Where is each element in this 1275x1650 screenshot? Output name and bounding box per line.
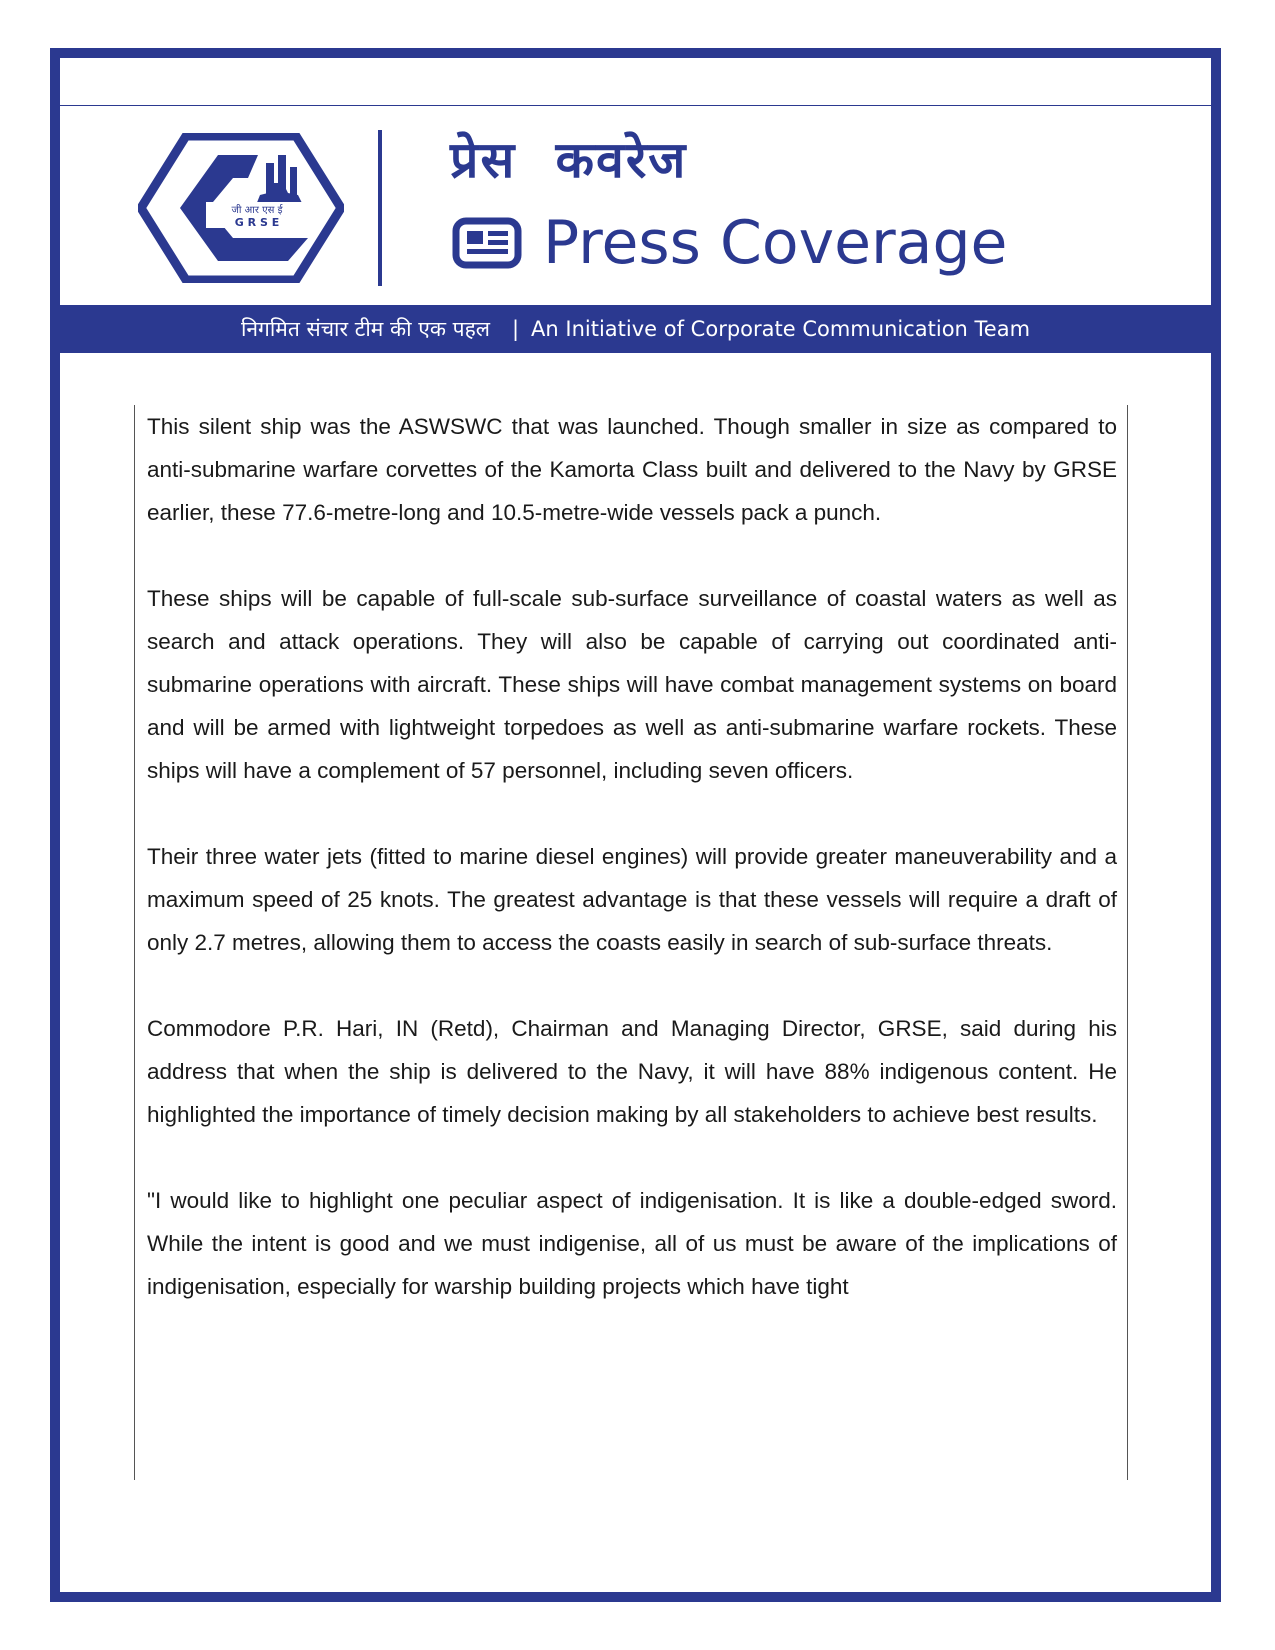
banner-separator: | [511, 317, 520, 341]
press-coverage-title: Press Coverage [543, 208, 1008, 278]
initiative-banner [58, 305, 1213, 353]
logo-hindi-text: जी आर एस ई [231, 205, 283, 216]
logo-latin-text: G R S E [234, 216, 280, 229]
header-divider [378, 130, 382, 286]
article-paragraph: "I would like to highlight one peculiar aspect of indigenisation. It is like a double-edged sword. While the intent is good and we must indigenise, all of us must be aware of the implications of indigenisation, especially for warship building projects which have tight [147, 1188, 1117, 1299]
article-paragraph: Their three water jets (fitted to marine diesel engines) will provide greater maneuverability and a maximum speed of 25 knots. The greatest advantage is that these vessels will require a draft of only 2.7 metres, allowing them to access the coasts easily in search of sub-surface threats. [147, 844, 1117, 955]
article-paragraph: These ships will be capable of full-scale sub-surface surveillance of coastal waters as well as search and attack operations. They will also be capable of carrying out coordinated anti-submarine operations with aircraft. These ships will have combat management systems on board and will be armed with lightweight torpedoes as well as anti-submarine warfare rockets. These ships will have a complement of 57 personnel, including seven officers. [147, 586, 1117, 783]
banner-english-text: An Initiative of Corporate Communication Team [531, 317, 1031, 341]
article-column [134, 405, 1128, 1480]
grse-logo [138, 133, 344, 283]
hindi-title: प्रेस कवरेज [450, 131, 688, 189]
article-paragraph: This silent ship was the ASWSWC that was launched. Though smaller in size as compared to anti-submarine warfare corvettes of the Kamorta Class built and delivered to the Navy by GRSE earlier, these 77.6-metre-long and 10.5-metre-wide vessels pack a punch. [147, 414, 1117, 525]
article-body [147, 405, 1117, 1351]
header-top-rule [58, 105, 1213, 106]
newspaper-icon [452, 217, 522, 269]
article-paragraph: Commodore P.R. Hari, IN (Retd), Chairman and Managing Director, GRSE, said during his address that when the ship is delivered to the Navy, it will have 88% indigenous content. He highlighted the importance of timely decision making by all stakeholders to achieve best results. [147, 1016, 1117, 1127]
banner-hindi-text: निगमित संचार टीम की एक पहल [240, 317, 490, 341]
